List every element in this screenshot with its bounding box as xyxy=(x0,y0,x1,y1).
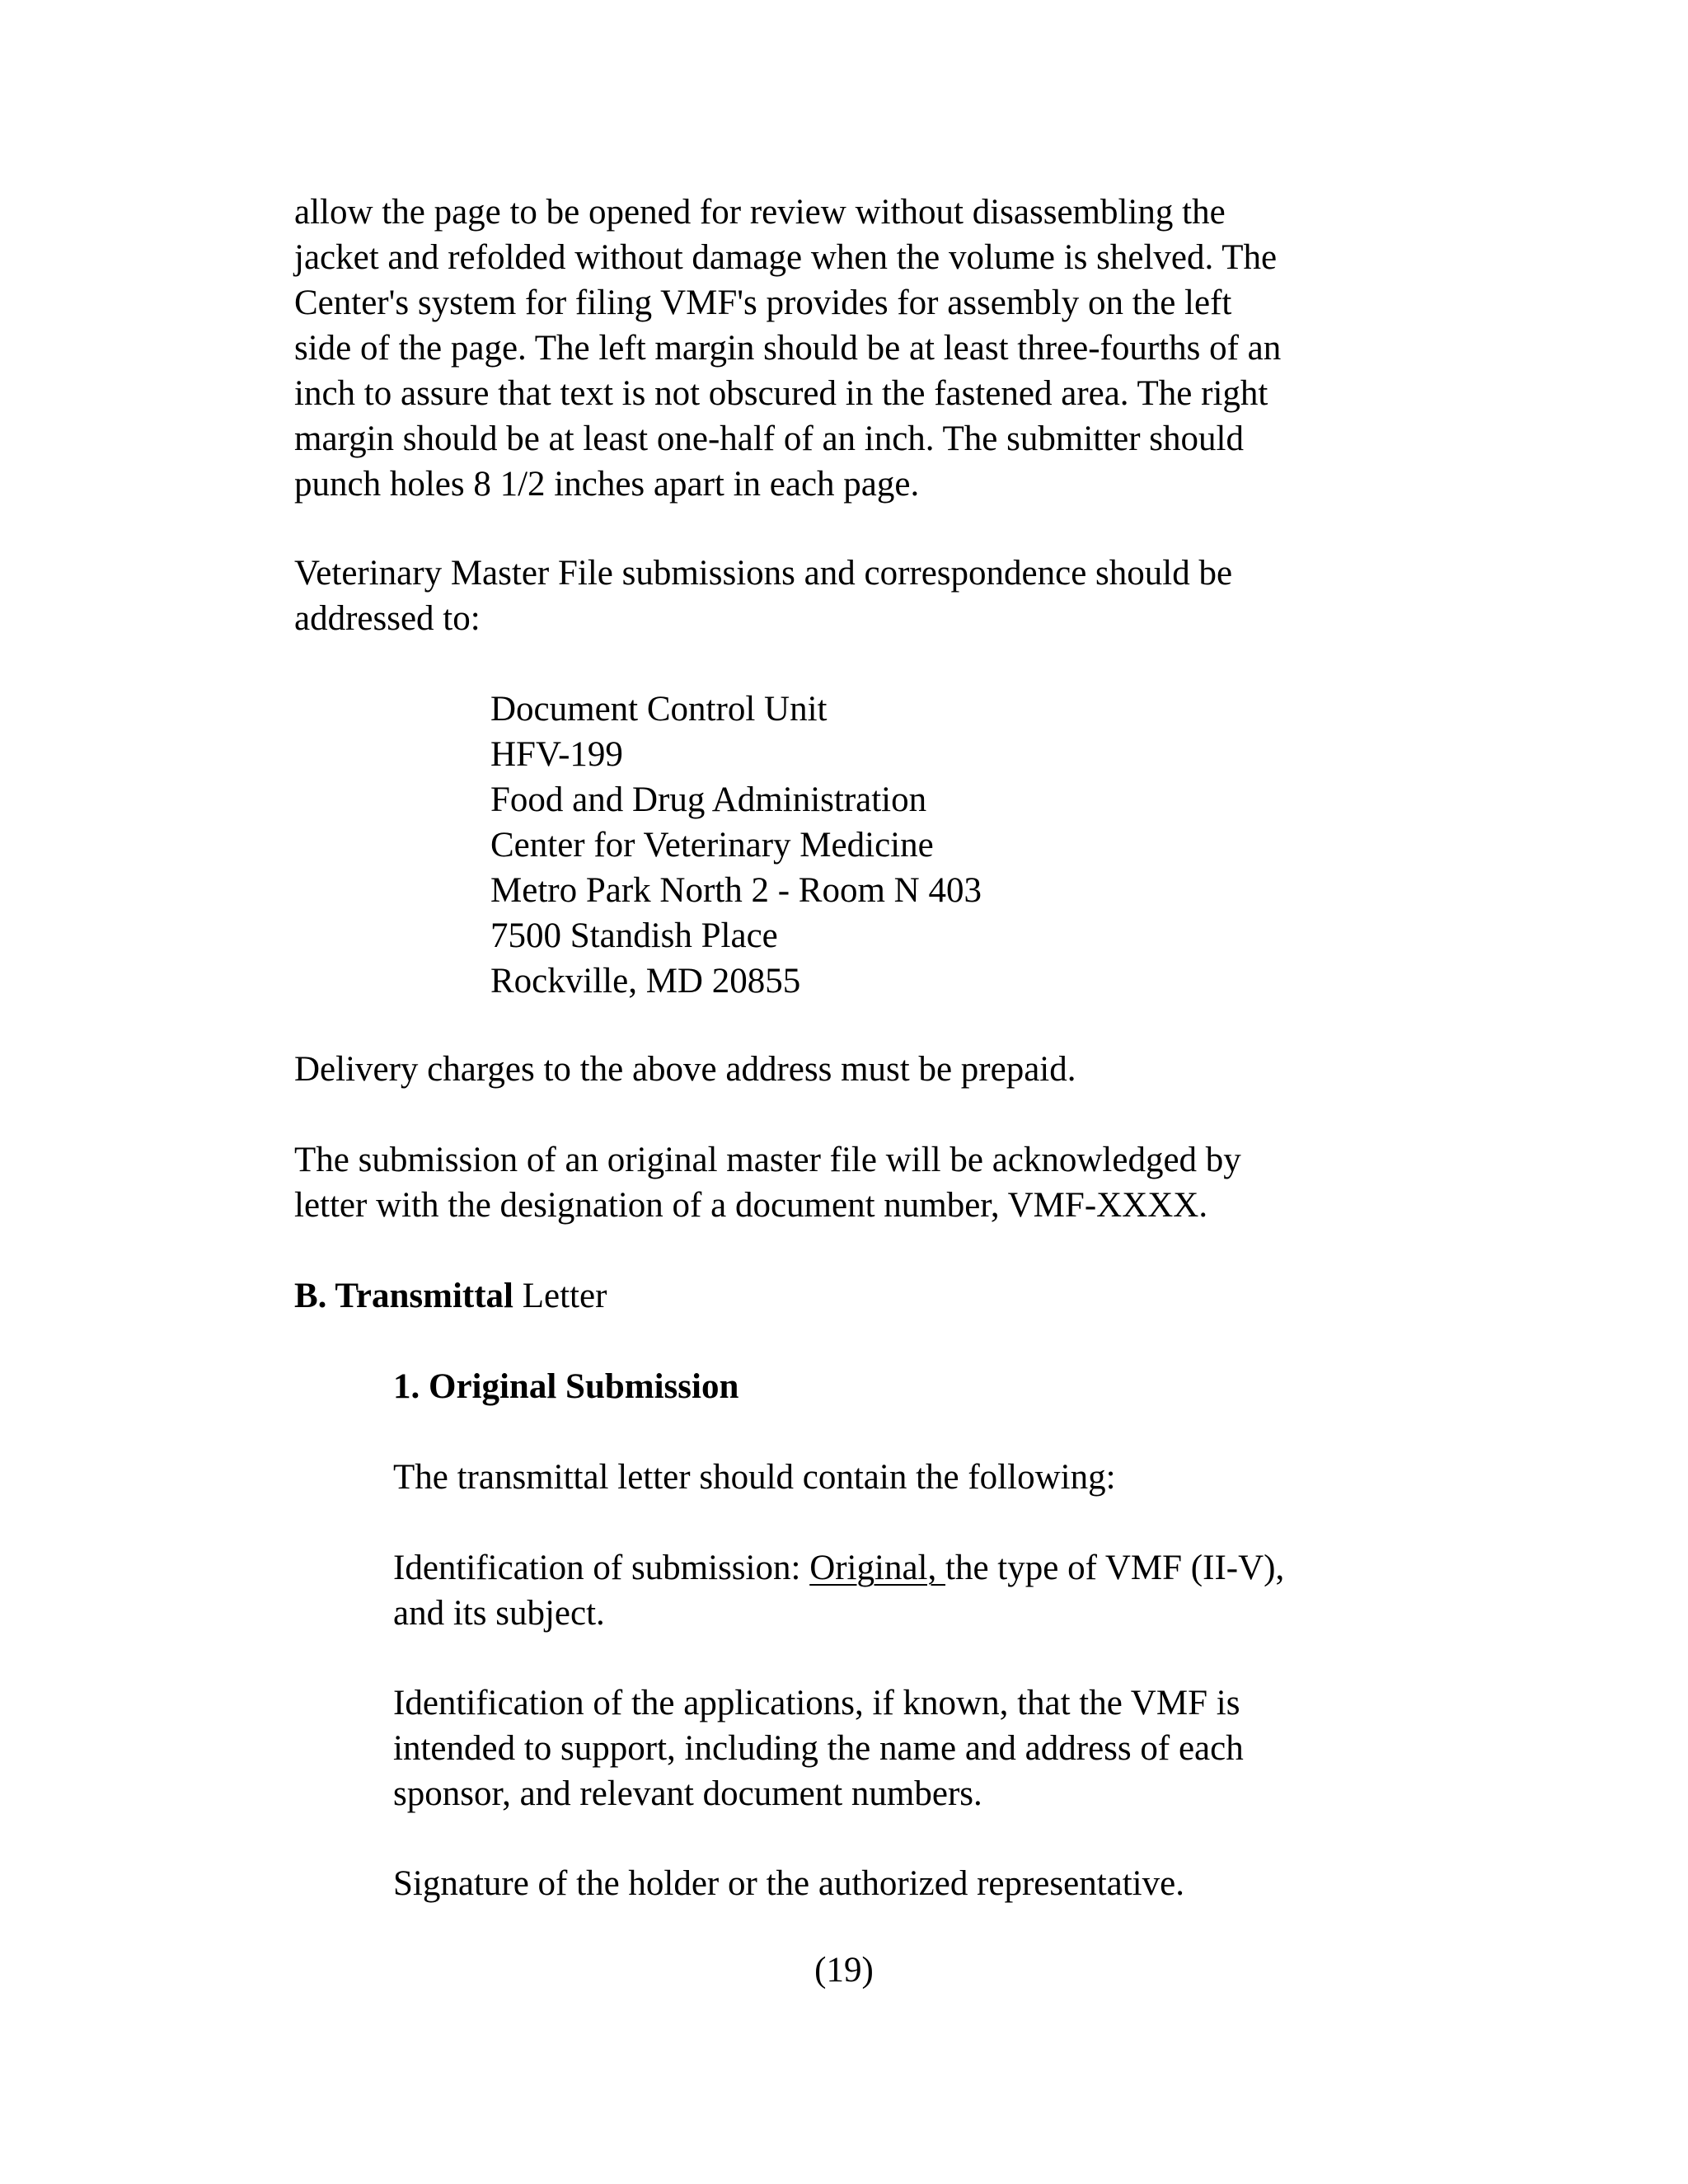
address-line: HFV-199 xyxy=(490,735,623,774)
paragraph-addressed-to xyxy=(294,551,1232,641)
subsection-heading-1 xyxy=(393,1364,738,1409)
item-prefix: Identification of submission: xyxy=(393,1549,810,1587)
mailing-address xyxy=(490,687,982,1004)
paragraph-signature xyxy=(393,1861,1184,1906)
text-line: Signature of the holder or the authorized representative. xyxy=(393,1864,1184,1903)
text-line: margin should be at least one-half of an inch. The submitter should xyxy=(294,419,1244,458)
text-line: letter with the designation of a document number, VMF-XXXX. xyxy=(294,1186,1208,1225)
subsection-title: 1. Original Submission xyxy=(393,1367,739,1406)
section-heading-b xyxy=(294,1273,607,1319)
text-line: allow the page to be opened for review without disassembling the xyxy=(294,193,1226,232)
text-line: inch to assure that text is not obscured in the fastened area. The right xyxy=(294,374,1268,413)
item-suffix: the type of VMF (II-V), xyxy=(945,1549,1285,1587)
text-line: The submission of an original master file will be acknowledged by xyxy=(294,1141,1241,1179)
text-line: side of the page. The left margin should be at least three-fourths of an xyxy=(294,329,1282,368)
text-line: Delivery charges to the above address must be prepaid. xyxy=(294,1050,1076,1089)
text-line: Veterinary Master File submissions and correspondence should be xyxy=(294,554,1233,593)
address-line: Center for Veterinary Medicine xyxy=(490,826,934,865)
text-line: sponsor, and relevant document numbers. xyxy=(393,1774,982,1813)
text-line: Center's system for filing VMF's provides for assembly on the left xyxy=(294,284,1232,322)
text-line: Identification of the applications, if known, that the VMF is xyxy=(393,1684,1240,1722)
address-line: Food and Drug Administration xyxy=(490,780,927,819)
text-line: intended to support, including the name and address of each xyxy=(393,1729,1244,1768)
text-line: punch holes 8 1/2 inches apart in each page. xyxy=(294,465,920,504)
section-heading-line xyxy=(294,1273,607,1319)
paragraph-identification-of-submission xyxy=(393,1545,1284,1636)
paragraph-acknowledgement xyxy=(294,1137,1241,1228)
address-line: Document Control Unit xyxy=(490,690,828,729)
address-line: Metro Park North 2 - Room N 403 xyxy=(490,871,982,910)
text-line: jacket and refolded without damage when the volume is shelved. The xyxy=(294,238,1278,277)
text-line: addressed to: xyxy=(294,599,481,638)
section-heading-bold: B. Transmittal xyxy=(294,1277,513,1315)
address-line: Rockville, MD 20855 xyxy=(490,962,801,1001)
underlined-original: Original, xyxy=(809,1549,945,1587)
page-number: (19) xyxy=(814,1951,874,1990)
address-line: 7500 Standish Place xyxy=(490,916,778,955)
paragraph-binding-instructions xyxy=(294,190,1281,507)
text-line: and its subject. xyxy=(393,1594,605,1633)
paragraph-transmittal-intro xyxy=(393,1455,1116,1500)
section-heading-rest: Letter xyxy=(513,1277,607,1315)
text-line: The transmittal letter should contain the following: xyxy=(393,1458,1116,1497)
paragraph-identification-of-applications xyxy=(393,1680,1244,1816)
text-line xyxy=(393,1545,1284,1591)
paragraph-delivery-charges xyxy=(294,1047,1076,1092)
